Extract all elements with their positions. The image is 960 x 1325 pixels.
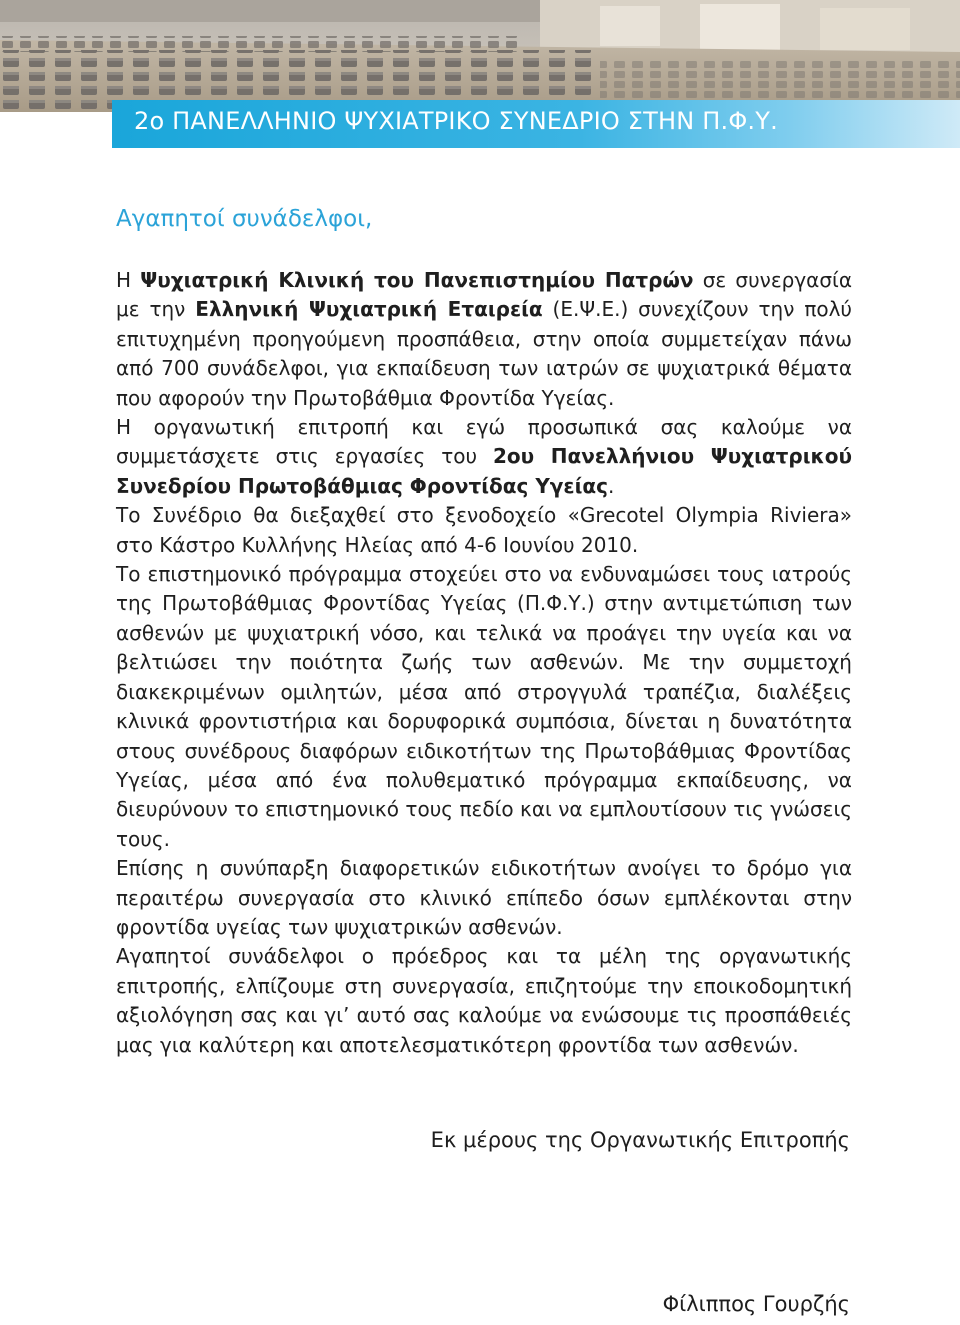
text-run: Η οργανωτική επιτροπή και εγώ προσωπικά σας καλούμε να συμμετάσχετε στις εργασίες του (116, 415, 852, 469)
conference-hall-photo-icon (0, 0, 960, 112)
paragraph-2 (116, 413, 852, 501)
text-run: Η (116, 268, 141, 292)
text-run: σε συνεργασία με την (116, 268, 852, 322)
sign-on-behalf: Εκ μέρους της Οργανωτικής Επιτροπής (430, 1128, 850, 1152)
banner-title: 2ο ΠΑΝΕΛΛΗΝΙΟ ΨΥΧΙΑΤΡΙΚΟ ΣΥΝΕΔΡΙΟ ΣΤΗΝ Π.Φ.Υ. (134, 107, 778, 135)
paragraph-4: Το επιστημονικό πρόγραμμα στοχεύει στο να ενδυναμώσει τους ιατρούς της Πρωτοβάθμιας Φροντίδας Υγείας (Π.Φ.Υ.) στην αντιμετώπιση των ασθενών με ψυχιατρική νόσο, και τελικά να προάγει την υγεία και να βελτιώσει την ποιότητα ζωής των ασθενών. Με την συμμετοχή διακεκριμένων ομιλητών, μέσα από στρογγυλά τραπέζια, διαλέξεις κλινικά φροντιστήρια και δορυφορικά συμπόσια, δίνεται η δυνατότητα στους συνέδρους διαφόρων ειδικοτήτων της Πρωτοβάθμιας Φροντίδας Υγείας, μέσα από ένα πολυθεματικό πρόγραμμα εκπαίδευσης, να διευρύνουν το επιστημονικό τους πεδίο και να εμπλουτίσουν τις γνώσεις τους. (116, 562, 852, 851)
bold-text: Ψυχιατρική Κλινική του Πανεπιστημίου Πατρών (140, 268, 694, 292)
text-run: (Ε.Ψ.Ε.) συνεχίζουν την πολύ επιτυχημένη προηγούμενη προσπάθεια, στην οποία συμμετείχαν πάνω από 700 συνάδελφοι, για εκπαίδευση των ιατρών σε ψυχιατρικά θέματα που αφορούν την Πρωτοβάθμια Φροντίδα Υγείας. (116, 297, 853, 410)
paragraph-3: Το Συνέδριο θα διεξαχθεί στο ξενοδοχείο «Grecotel Olympia Riviera» στο Κάστρο Κυλλήνης Ηλείας από 4-6 Ιουνίου 2010. (116, 503, 852, 557)
salutation: Αγαπητοί συνάδελφοι, (116, 206, 373, 232)
conference-hall-photo (0, 0, 960, 112)
paragraph-6: Αγαπητοί συνάδελφοι ο πρόεδρος και τα μέλη της οργανωτικής επιτροπής, ελπίζουμε στη συνεργασία, επιζητούμε την εποικοδομητική αξιολόγηση σας και γι’ αυτό σας καλούμε να ενώσουμε τις προσπάθειές μας για καλύτερη και αποτελεσματικότερη φροντίδα των ασθενών. (116, 944, 852, 1057)
bold-text: Ελληνική Ψυχιατρική Εταιρεία (195, 297, 543, 322)
paragraph-1 (116, 266, 852, 413)
text-run: . (607, 473, 615, 498)
letter-body (116, 266, 852, 1060)
paragraph-5: Επίσης η συνύπαρξη διαφορετικών ειδικοτήτων ανοίγει το δρόμο για περαιτέρω συνεργασία στο κλινικό επίπεδο όσων εμπλέκονται στην φροντίδα υγείας των ψυχιατρικών ασθενών. (116, 856, 852, 939)
bold-text: 2ου Πανελλήνιου Ψυχιατρικού Συνεδρίου Πρωτοβάθμιας Φροντίδας Υγείας (116, 444, 852, 498)
signature: Φίλιππος Γουρζής (662, 1292, 850, 1316)
